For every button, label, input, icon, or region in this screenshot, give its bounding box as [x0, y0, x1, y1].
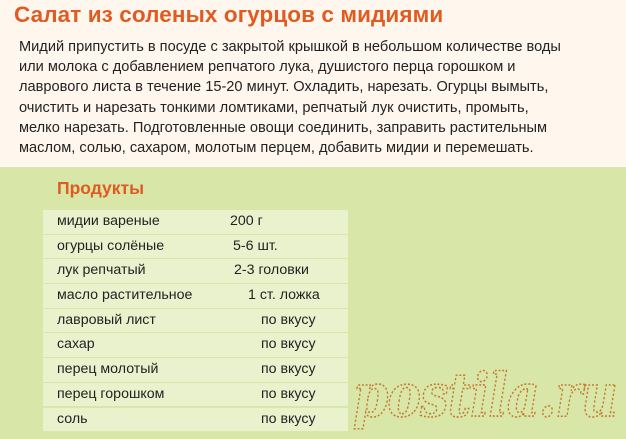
product-row — [43, 358, 348, 382]
watermark-logo — [353, 352, 623, 434]
recipe-line: или молока с добавлением репчатого лука, душистого перца горошком и — [19, 59, 516, 76]
product-row — [43, 284, 348, 308]
product-row — [43, 309, 348, 333]
product-qty: 5-6 шт. — [233, 237, 278, 254]
product-qty: по вкусу — [261, 336, 316, 353]
product-name: сахар — [57, 336, 95, 353]
product-name: мидии вареные — [57, 213, 160, 229]
products-table — [43, 210, 348, 432]
product-qty: 2-3 головки — [234, 262, 309, 279]
watermark-text: postila.ru — [353, 361, 617, 431]
watermark — [353, 352, 623, 434]
product-row — [43, 210, 348, 234]
recipe-text — [19, 37, 614, 158]
recipe-title: Салат из соленых огурцов с мидиями — [14, 2, 444, 27]
product-name: огурцы солёные — [57, 237, 165, 254]
product-qty: 200 г — [230, 213, 263, 229]
product-name: соль — [57, 410, 88, 427]
recipe-line: очистить и нарезать тонкими ломтиками, репчатый лук очистить, промыть, — [19, 99, 529, 116]
product-qty: по вкусу — [261, 311, 316, 328]
product-name: перец молотый — [57, 361, 159, 378]
product-qty: 1 ст. ложка — [248, 287, 320, 304]
product-name: перец горошком — [57, 385, 165, 402]
recipe-line: лаврового листа в течение 15-20 минут. Охладить, нарезать. Огурцы вымыть, — [19, 79, 549, 96]
product-name: лук репчатый — [57, 262, 146, 279]
product-row — [43, 383, 348, 407]
product-qty: по вкусу — [261, 410, 316, 427]
recipe-line: мелко нарезать. Подготовленные овощи соединить, заправить растительным — [19, 119, 548, 136]
product-row — [43, 259, 348, 283]
product-qty: по вкусу — [261, 361, 316, 378]
product-name: масло растительное — [57, 287, 193, 304]
product-row — [43, 235, 348, 259]
product-row — [43, 333, 348, 357]
recipe-line: Мидий припустить в посуде с закрытой крышкой в небольшом количестве воды — [19, 39, 561, 55]
recipe-line: маслом, солью, сахаром, молотым перцем, добавить мидии и перемешать. — [19, 140, 534, 157]
product-qty: по вкусу — [261, 385, 316, 402]
product-row — [43, 408, 348, 432]
product-name: лавровый лист — [57, 311, 156, 328]
products-title: Продукты — [57, 178, 145, 198]
